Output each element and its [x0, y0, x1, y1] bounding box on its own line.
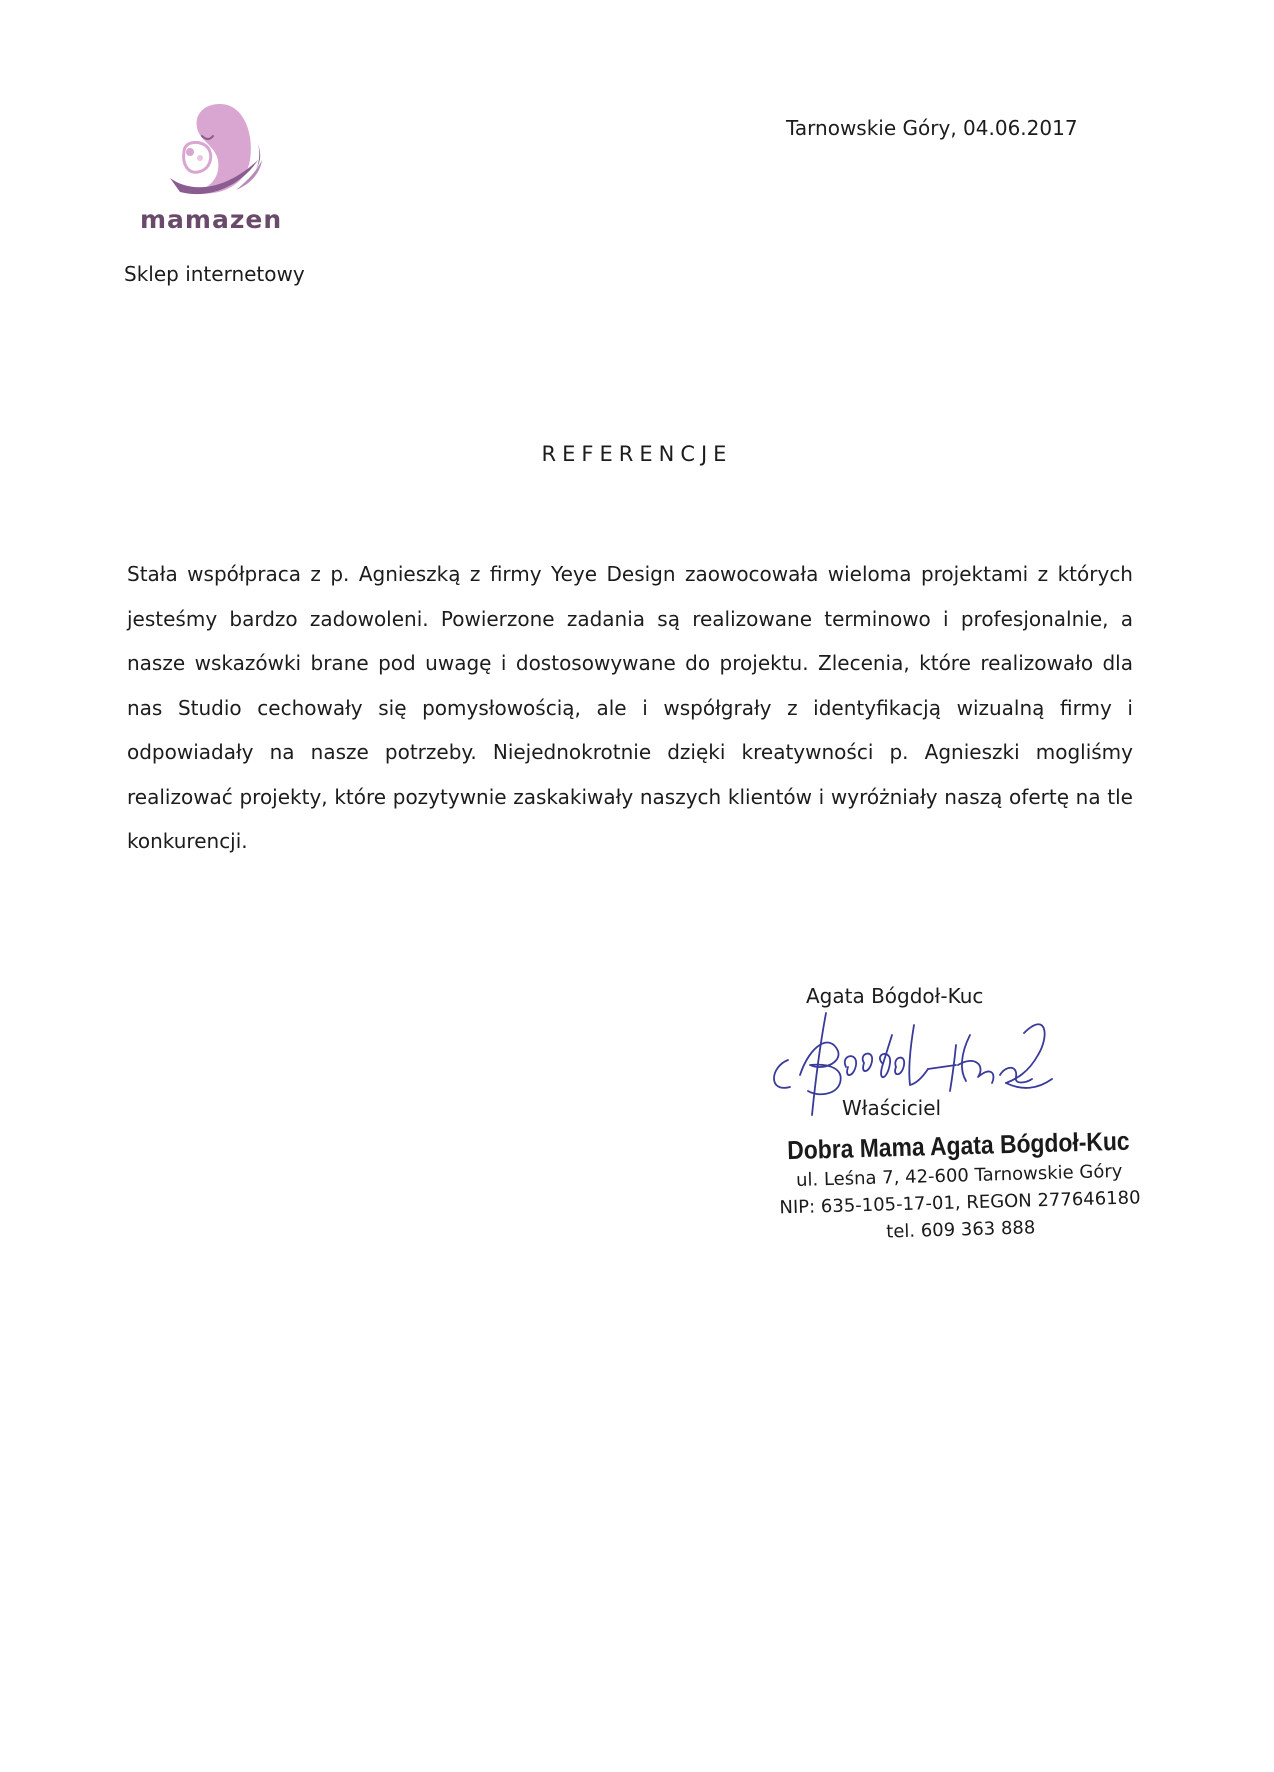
letter-heading: REFERENCJE — [541, 442, 733, 466]
stamp-company-name: Dobra Mama Agata Bógdoł-Kuc — [786, 1125, 1130, 1166]
stamp-phone: tel. 609 363 888 — [885, 1217, 1036, 1243]
stamp-tax-ids: NIP: 635-105-17-01, REGON 277646180 — [779, 1187, 1141, 1219]
stamp-address: ul. Leśna 7, 42-600 Tarnowskie Góry — [795, 1160, 1123, 1191]
place-and-date: Tarnowskie Góry, 04.06.2017 — [786, 116, 1078, 140]
signer-name: Agata Bógdoł-Kuc — [806, 984, 984, 1008]
mother-and-baby-logo-icon — [162, 100, 272, 205]
company-stamp — [758, 1123, 1161, 1249]
brand-wordmark: mamazen — [140, 205, 283, 234]
company-subtitle: Sklep internetowy — [124, 262, 305, 286]
company-logo — [138, 100, 298, 240]
signer-role: Właściciel — [842, 1096, 942, 1120]
letter-body: Stała współpraca z p. Agnieszką z firmy Yeye Design zaowocowała wieloma projektami z których jesteśmy bardzo zadowoleni. Powierzone zadania są realizowane terminowo i profesjonalnie, a nasze wskazówki brane pod uwagę i dostosowywane do projektu. Zlecenia, które realizowało dla nas Studio cechowały się pomysłowością, ale i współgrały z identyfikacją wizualną firmy i odpowiadały na nasze potrzeby. Niejednokrotnie dzięki kreatywności p. Agnieszki mogliśmy realizować projekty, które pozytywnie zaskakiwały naszych klientów i wyróżniały naszą ofertę na tle konkurencji. — [127, 562, 1133, 853]
